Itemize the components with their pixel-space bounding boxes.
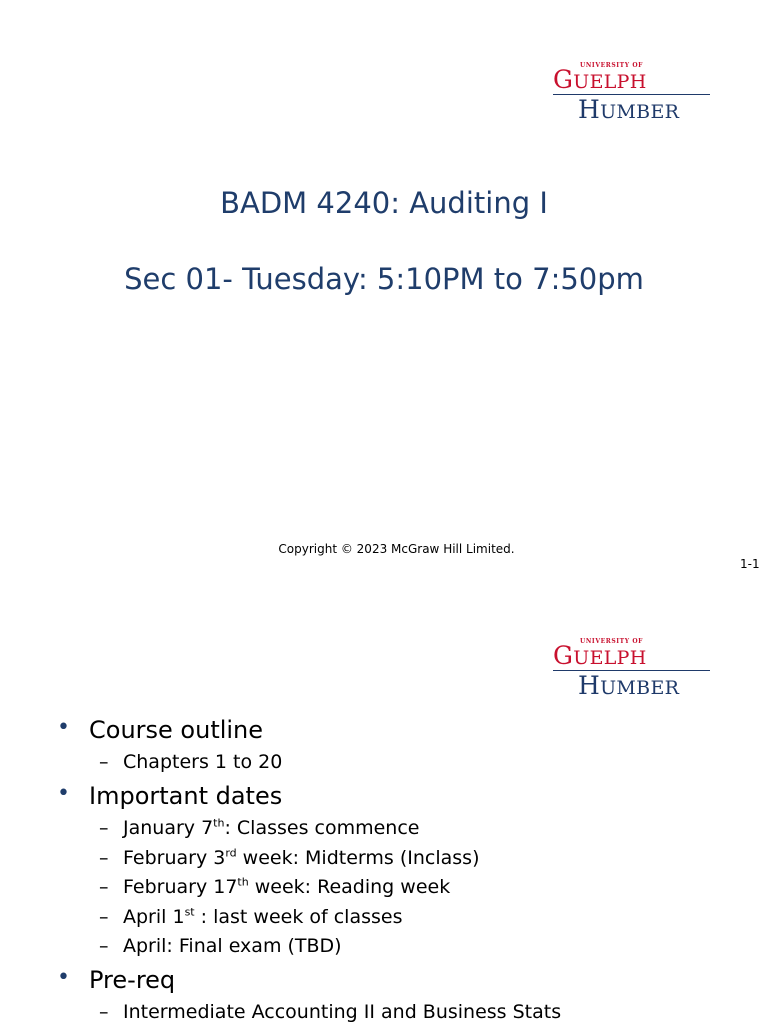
sub-item-prereq-courses bbox=[99, 1001, 562, 1023]
bullet-marker: • bbox=[57, 781, 70, 806]
bullet-prereq bbox=[57, 965, 176, 994]
bullet-label: Pre-req bbox=[89, 966, 176, 994]
sub-item-text: Chapters 1 to 20 bbox=[123, 751, 283, 773]
logo-university-of: UNIVERSITY OF bbox=[580, 638, 644, 645]
dash-marker: – bbox=[99, 751, 109, 773]
date-item-classes-commence: – January 7th: Classes commence bbox=[99, 816, 420, 839]
date-item-last-week: – April 1st : last week of classes bbox=[99, 905, 403, 928]
slide-number: 1-1 bbox=[740, 557, 760, 571]
bullet-course-outline bbox=[57, 715, 264, 744]
slide-2 bbox=[0, 590, 768, 1024]
logo-guelph: GUELPH bbox=[553, 641, 647, 670]
dash-marker: – bbox=[99, 817, 109, 839]
date-item-midterms: – February 3rd week: Midterms (Inclass) bbox=[99, 846, 480, 869]
dash-marker: – bbox=[99, 1001, 109, 1023]
bullet-label: Important dates bbox=[89, 782, 283, 810]
guelph-humber-logo bbox=[553, 62, 713, 128]
sub-item-chapters bbox=[99, 751, 283, 773]
logo-humber: HUMBER bbox=[578, 95, 680, 124]
logo-university-of: UNIVERSITY OF bbox=[580, 62, 644, 69]
copyright-notice: Copyright © 2023 McGraw Hill Limited. bbox=[278, 542, 515, 556]
bullet-marker: • bbox=[57, 965, 70, 990]
sub-item-text: Intermediate Accounting II and Business Stats bbox=[123, 1001, 562, 1023]
dash-marker: – bbox=[99, 847, 109, 869]
bullet-label: Course outline bbox=[89, 716, 264, 744]
logo-humber: HUMBER bbox=[578, 671, 680, 700]
logo-guelph: GUELPH bbox=[553, 65, 647, 94]
dash-marker: – bbox=[99, 906, 109, 928]
bullet-marker: • bbox=[57, 715, 70, 740]
slide-title: BADM 4240: Auditing I bbox=[220, 186, 548, 220]
date-item-final-exam: – April: Final exam (TBD) bbox=[99, 935, 342, 957]
slide-subtitle: Sec 01- Tuesday: 5:10PM to 7:50pm bbox=[124, 262, 644, 296]
guelph-humber-logo bbox=[553, 638, 713, 704]
dash-marker: – bbox=[99, 876, 109, 898]
bullet-important-dates bbox=[57, 781, 283, 810]
dash-marker: – bbox=[99, 935, 109, 957]
date-item-reading-week: – February 17th week: Reading week bbox=[99, 875, 451, 898]
